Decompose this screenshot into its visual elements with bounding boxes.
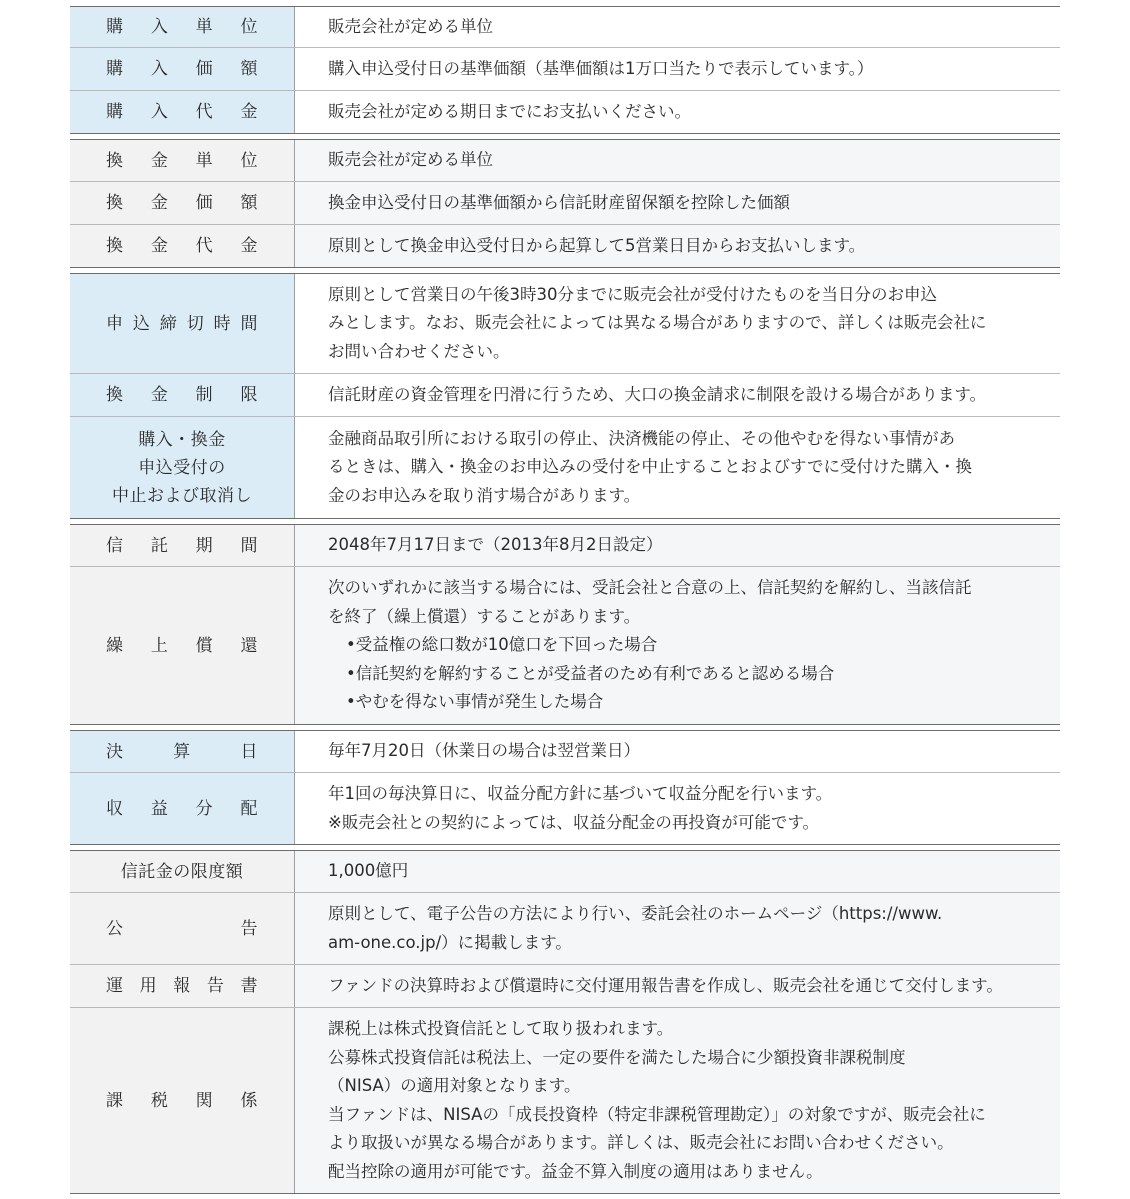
value-line: 原則として換金申込受付日から起算して5営業日目からお支払いします。 <box>328 235 866 255</box>
table-row <box>70 893 1060 965</box>
value-line: ※販売会社との契約によっては、収益分配金の再投資が可能です。 <box>328 812 820 832</box>
row-value-cell <box>295 48 1060 90</box>
row-label-cell <box>70 1008 295 1193</box>
row-label: 換金制限 <box>106 385 258 405</box>
value-line: 販売会社が定める単位 <box>328 16 493 36</box>
table-group <box>70 850 1060 1194</box>
value-line: 配当控除の適用が可能です。益金不算入制度の適用はありません。 <box>328 1161 823 1181</box>
row-label-cell <box>70 274 295 373</box>
value-line: 課税上は株式投資信託として取り扱われます。 <box>328 1019 674 1038</box>
row-value-cell <box>295 731 1060 772</box>
row-value-cell <box>295 1008 1060 1193</box>
row-label-cell <box>70 91 295 133</box>
row-label: 信託金の限度額 <box>120 861 244 882</box>
table-row <box>70 524 1060 567</box>
value-line: 購入申込受付日の基準価額（基準価額は1万口当たりで表示しています。） <box>328 58 874 78</box>
table-group <box>70 730 1060 845</box>
row-label-cell <box>70 525 295 566</box>
value-line: 換金申込受付日の基準価額から信託財産留保額を控除した価額 <box>328 192 790 212</box>
bullet-item: •信託契約を解約することが受益者のため有利であると認める場合 <box>346 663 835 683</box>
row-value-cell <box>295 567 1060 724</box>
value-line: 販売会社が定める単位 <box>328 150 493 170</box>
row-label: 公告 <box>106 918 258 939</box>
table-row <box>70 850 1060 893</box>
row-label: 購入代金 <box>106 102 258 122</box>
row-value-cell <box>295 374 1060 416</box>
table-row <box>70 48 1060 91</box>
value-line: 原則として、電子公告の方法により行い、委託会社のホームページ（https://www. <box>328 904 943 923</box>
row-value-cell <box>295 7 1060 47</box>
table-row <box>70 225 1060 268</box>
table-group <box>70 139 1060 268</box>
row-value-cell <box>295 140 1060 181</box>
value-line: 2048年7月17日まで（2013年8月2日設定） <box>328 535 663 555</box>
value-line: みとします。なお、販売会社によっては異なる場合がありますので、詳しくは販売会社に <box>328 313 987 333</box>
value-line: 金融商品取引所における取引の停止、決済機能の停止、その他やむを得ない事情があ <box>328 428 955 448</box>
row-label-cell <box>70 7 295 47</box>
value-line: るときは、購入・換金のお申込みの受付を中止することおよびすでに受付けた購入・換 <box>328 457 972 477</box>
row-label-cell <box>70 417 295 518</box>
row-value-cell <box>295 893 1060 964</box>
table-row <box>70 1008 1060 1194</box>
table-row <box>70 273 1060 374</box>
fund-terms-table <box>70 6 1060 1194</box>
table-group <box>70 524 1060 725</box>
row-label-cell <box>70 773 295 844</box>
row-label: 課税関係 <box>106 1090 258 1111</box>
value-line: を終了（繰上償還）することがあります。 <box>328 606 641 626</box>
table-row <box>70 730 1060 773</box>
table-row <box>70 139 1060 182</box>
row-label-cell <box>70 140 295 181</box>
row-label-cell <box>70 374 295 416</box>
value-line: 当ファンドは、NISAの「成長投資枠（特定非課税管理勘定）」の対象ですが、販売会社に <box>328 1104 986 1124</box>
row-label: 購入価額 <box>106 59 258 79</box>
value-line: 年1回の毎決算日に、収益分配方針に基づいて収益分配を行います。 <box>328 784 833 803</box>
row-label: 購入・換金 申込受付の 中止および取消し <box>112 429 252 506</box>
row-value-cell <box>295 525 1060 566</box>
value-line: 次のいずれかに該当する場合には、受託会社と合意の上、信託契約を解約し、当該信託 <box>328 578 972 598</box>
row-label-cell <box>70 182 295 224</box>
table-row <box>70 965 1060 1008</box>
value-line: ファンドの決算時および償還時に交付運用報告書を作成し、販売会社を通じて交付します。 <box>328 975 1003 995</box>
row-label: 信託期間 <box>106 535 258 556</box>
row-value-cell <box>295 225 1060 267</box>
value-line: より取扱いが異なる場合があります。詳しくは、販売会社にお問い合わせください。 <box>328 1133 954 1152</box>
row-label-cell <box>70 851 295 892</box>
value-line: 毎年7月20日（休業日の場合は翌営業日） <box>328 741 640 761</box>
value-line: 信託財産の資金管理を円滑に行うため、大口の換金請求に制限を設ける場合があります。 <box>328 384 987 404</box>
table-row <box>70 182 1060 225</box>
value-line: 公募株式投資信託は税法上、一定の要件を満たした場合に少額投資非課税制度 <box>328 1047 906 1067</box>
row-label-cell <box>70 225 295 267</box>
table-group <box>70 6 1060 134</box>
value-line: 金のお申込みを取り消す場合があります。 <box>328 485 641 505</box>
value-line: 原則として営業日の午後3時30分までに販売会社が受付けたものを当日分のお申込 <box>328 284 937 304</box>
row-label: 申込締切時間 <box>106 313 258 334</box>
row-label: 収益分配 <box>106 798 258 819</box>
table-row <box>70 374 1060 417</box>
row-label: 換金代金 <box>106 236 258 256</box>
table-row <box>70 773 1060 845</box>
value-line: am-one.co.jp/）に掲載します。 <box>328 932 572 952</box>
value-line: 1,000億円 <box>328 861 409 881</box>
table-row <box>70 567 1060 725</box>
row-value-cell <box>295 965 1060 1007</box>
row-value-cell <box>295 91 1060 133</box>
bullet-item: •受益権の総口数が10億口を下回った場合 <box>346 635 658 655</box>
bullet-item: •やむを得ない事情が発生した場合 <box>346 692 604 712</box>
row-value-cell <box>295 773 1060 844</box>
value-line: （NISA）の適用対象となります。 <box>328 1076 581 1095</box>
value-line: お問い合わせください。 <box>328 341 510 361</box>
table-row <box>70 6 1060 48</box>
table-row <box>70 417 1060 519</box>
row-value-cell <box>295 851 1060 892</box>
row-value-cell <box>295 417 1060 518</box>
row-label-cell <box>70 731 295 772</box>
row-label-cell <box>70 965 295 1007</box>
row-label: 購入単位 <box>106 17 258 37</box>
row-label: 決算日 <box>106 741 258 762</box>
row-label-cell <box>70 567 295 724</box>
row-value-cell <box>295 182 1060 224</box>
row-label: 換金単位 <box>106 150 258 171</box>
row-label-cell <box>70 893 295 964</box>
row-label: 換金価額 <box>106 193 258 213</box>
value-line: 販売会社が定める期日までにお支払いください。 <box>328 101 691 121</box>
row-value-cell <box>295 274 1060 373</box>
row-label-cell <box>70 48 295 90</box>
table-group <box>70 273 1060 519</box>
row-label: 繰上償還 <box>106 635 258 656</box>
row-label: 運用報告書 <box>106 976 258 996</box>
table-row <box>70 91 1060 134</box>
